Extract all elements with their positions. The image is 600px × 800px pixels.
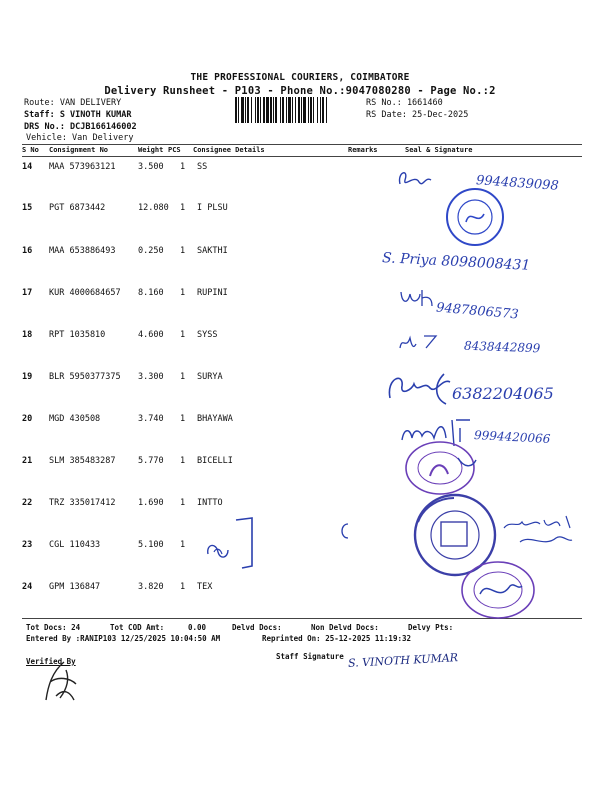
- row-consignment: KUR 4000684657: [49, 288, 121, 298]
- row-pcs: 1: [180, 456, 186, 466]
- row-consignment: PGT 6873442: [49, 203, 106, 213]
- barcode: [235, 97, 361, 123]
- row-pcs: 1: [180, 162, 186, 172]
- table-header-rule: [22, 156, 582, 157]
- signature-row-18: [396, 330, 442, 354]
- row-consignee: SYSS: [197, 330, 218, 340]
- handwritten-phone-3: 9487806573: [435, 300, 520, 323]
- row-weight: 12.080: [138, 203, 169, 213]
- row-consignee: BICELLI: [197, 456, 233, 466]
- table-top-rule: [22, 144, 582, 145]
- barcode-bar: [327, 97, 328, 123]
- row-consignment: MAA 573963121: [49, 162, 116, 172]
- non-delivered-docs: Non Delvd Docs:: [311, 623, 379, 632]
- route-label: Route: VAN DELIVERY: [24, 98, 122, 108]
- verified-by-signature: [36, 656, 84, 704]
- col-remarks: Remarks: [348, 146, 378, 154]
- row-weight: 0.250: [138, 246, 164, 256]
- row-consignee: SURYA: [197, 372, 223, 382]
- row-pcs: 1: [180, 498, 186, 508]
- row-pcs: 1: [180, 288, 186, 298]
- table-row: [0, 456, 600, 470]
- reprinted-on: Reprinted On: 25-12-2025 11:19:32: [262, 634, 412, 643]
- signature-row-22: [500, 508, 576, 554]
- total-cod-value: 0.00: [188, 623, 207, 632]
- handwritten-phone-2: S. Priya 8098008431: [381, 250, 531, 274]
- row-weight: 1.690: [138, 498, 164, 508]
- total-docs: Tot Docs: 24: [26, 623, 81, 632]
- handwritten-phone-4: 8438442899: [463, 338, 541, 356]
- row-consignment: CGL 110433: [49, 540, 101, 550]
- row-consignment: TRZ 335017412: [49, 498, 116, 508]
- col-weight: Weight: [138, 146, 164, 154]
- vehicle-label: Vehicle: Van Delivery: [26, 133, 134, 143]
- handwritten-phone-1: 9944839098: [475, 173, 560, 194]
- row-sno: 16: [22, 246, 33, 256]
- row-pcs: 1: [180, 203, 186, 213]
- table-row: [0, 203, 600, 217]
- grace-laser-stamp: [444, 186, 506, 248]
- row-weight: 8.160: [138, 288, 164, 298]
- row-weight: 3.500: [138, 162, 164, 172]
- row-sno: 24: [22, 582, 33, 592]
- page-title: THE PROFESSIONAL COURIERS, COIMBATORE: [190, 72, 410, 83]
- row-pcs: 1: [180, 246, 186, 256]
- row-weight: 3.820: [138, 582, 164, 592]
- row-consignment: SLM 385483287: [49, 456, 116, 466]
- row-consignment: BLR 5950377375: [49, 372, 121, 382]
- page-subtitle: Delivery Runsheet - P103 - Phone No.:9047080280 - Page No.:2: [104, 85, 496, 97]
- row-consignee: I PLSU: [197, 203, 228, 213]
- rs-number: RS No.: 1661460: [366, 98, 443, 108]
- drs-number: DRS No.: DCJB166146002: [24, 122, 137, 132]
- row-sno: 14: [22, 162, 33, 172]
- row-pcs: 1: [180, 582, 186, 592]
- row-pcs: 1: [180, 372, 186, 382]
- row-sno: 22: [22, 498, 33, 508]
- row-weight: 5.770: [138, 456, 164, 466]
- entered-by: Entered By :RANIP103 12/25/2025 10:04:50 AM: [26, 634, 221, 643]
- handwritten-phone-5: 6382204065: [452, 384, 554, 403]
- staff-signature-handwritten: S. VINOTH KUMAR: [347, 651, 459, 670]
- row-pcs: 1: [180, 414, 186, 424]
- row-weight: 4.600: [138, 330, 164, 340]
- row-pcs: 1: [180, 330, 186, 340]
- shop-stamp-purple: [402, 438, 480, 500]
- col-sno: S No: [22, 146, 39, 154]
- row-consignment: MAA 653886493: [49, 246, 116, 256]
- total-cod-label: Tot COD Amt:: [110, 623, 165, 632]
- signature-row-23: [202, 514, 270, 574]
- row-weight: 3.300: [138, 372, 164, 382]
- signature-row-17: [398, 286, 438, 312]
- col-pcs: PCS: [168, 146, 181, 154]
- row-consignee: BHAYAWA: [197, 414, 233, 424]
- row-sno: 21: [22, 456, 33, 466]
- staff-label: Staff: S VINOTH KUMAR: [24, 110, 132, 120]
- row-sno: 19: [22, 372, 33, 382]
- table-row: [0, 162, 600, 176]
- row-weight: 3.740: [138, 414, 164, 424]
- handwritten-phone-6: 9994420066: [473, 428, 551, 446]
- row-consignee: TEX: [197, 582, 213, 592]
- col-seal-signature: Seal & Signature: [405, 146, 473, 154]
- delivery-points: Delvy Pts:: [408, 623, 454, 632]
- staff-signature-label: Staff Signature: [276, 652, 344, 661]
- row-sno: 23: [22, 540, 33, 550]
- delivered-docs: Delvd Docs:: [232, 623, 282, 632]
- row-consignment: GPM 136847: [49, 582, 101, 592]
- table-row: [0, 288, 600, 302]
- rs-date: RS Date: 25-Dec-2025: [366, 110, 469, 120]
- col-consignment: Consignment No: [49, 146, 109, 154]
- row-consignment: MGD 430508: [49, 414, 101, 424]
- signature-row-19: [384, 368, 456, 408]
- row-sno: 18: [22, 330, 33, 340]
- col-consignee: Consignee Details: [193, 146, 265, 154]
- signature-row-21: [338, 522, 352, 540]
- verified-by-label: Verified By: [26, 657, 76, 666]
- row-pcs: 1: [180, 540, 186, 550]
- row-sno: 17: [22, 288, 33, 298]
- row-sno: 15: [22, 203, 33, 213]
- row-consignment: RPT 1035810: [49, 330, 106, 340]
- signature-row-14: [395, 162, 435, 196]
- shop-stamp-bottom: [458, 556, 538, 620]
- row-weight: 5.100: [138, 540, 164, 550]
- row-consignee: SAKTHI: [197, 246, 228, 256]
- row-consignee: INTTO: [197, 498, 223, 508]
- row-consignee: RUPINI: [197, 288, 228, 298]
- table-row: [0, 414, 600, 428]
- row-consignee: SS: [197, 162, 208, 172]
- row-sno: 20: [22, 414, 33, 424]
